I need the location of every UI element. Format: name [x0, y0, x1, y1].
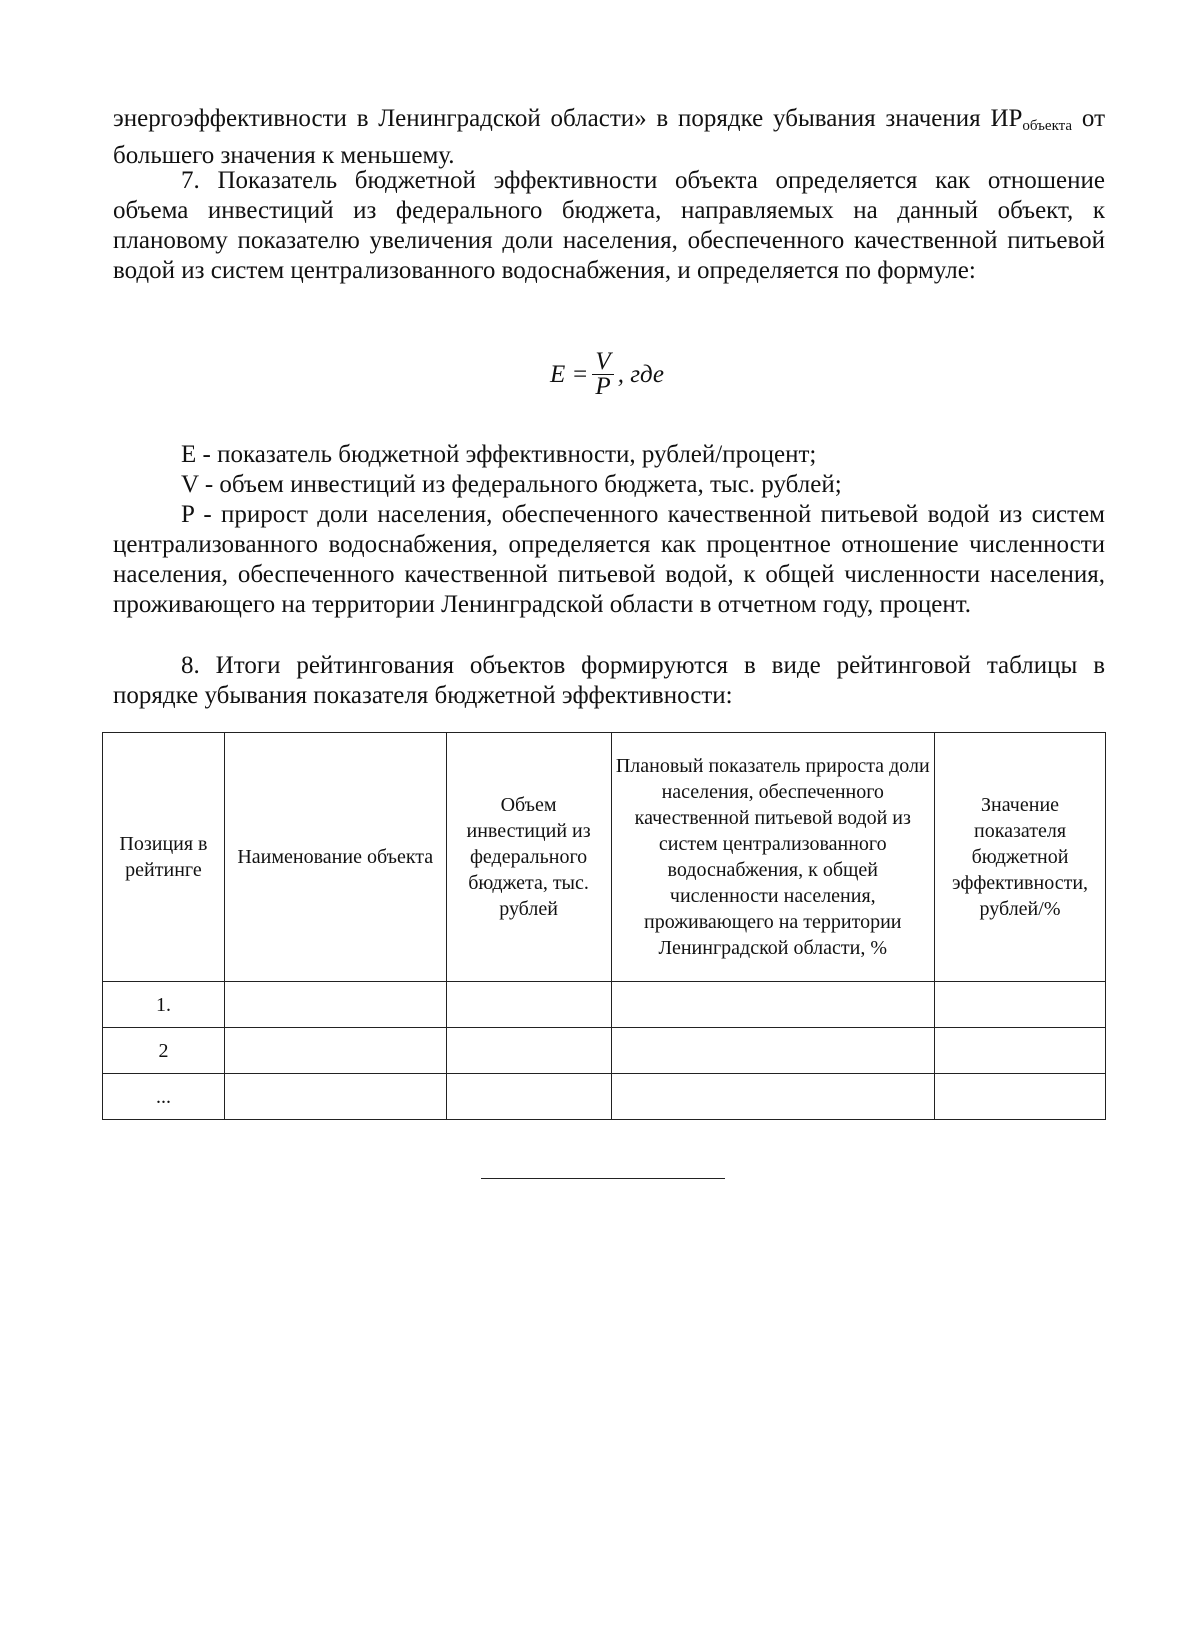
- intro-subscript: объекта: [1022, 118, 1073, 134]
- table-cell: [446, 982, 611, 1028]
- rating-table: [102, 732, 1106, 1120]
- header-efficiency: Значение показателя бюджетной эффективности, рублей/%: [935, 733, 1106, 982]
- table-cell: [935, 982, 1106, 1028]
- table-cell: [611, 1028, 935, 1074]
- formula-fraction: [592, 350, 613, 399]
- header-investment: Объем инвестиций из федерального бюджета, тыс. рублей: [446, 733, 611, 982]
- paragraph-8-text: 8. Итоги рейтингования объектов формируются в виде рейтинговой таблицы в порядке убывания показателя бюджетной эффективности:: [113, 652, 1105, 709]
- table-cell: [224, 982, 446, 1028]
- table-cell: [446, 1074, 611, 1120]
- paragraph-7-text: 7. Показатель бюджетной эффективности объекта определяется как отношение объема инвестиций из федерального бюджета, направляемых на данный объект, к плановому показателю увеличения доли населения, обеспеченного качественной питьевой водой из систем централизованного водоснабжения, и определяется по формуле:: [113, 167, 1105, 284]
- definition-e: E - показатель бюджетной эффективности, рублей/процент;: [181, 441, 817, 468]
- formula: [550, 350, 664, 399]
- definitions: [113, 440, 1105, 620]
- table-cell: [611, 982, 935, 1028]
- paragraph-8: [113, 651, 1105, 711]
- end-separator-line: [481, 1178, 725, 1179]
- definition-v: V - объем инвестиций из федерального бюджета, тыс. рублей;: [181, 471, 842, 498]
- table-cell: 2: [103, 1028, 225, 1074]
- intro-text-after: от большего значения к меньшему.: [113, 105, 1105, 169]
- formula-suffix: , где: [617, 360, 664, 388]
- table-cell: [224, 1028, 446, 1074]
- formula-numerator: V: [592, 350, 613, 375]
- table-row: [103, 1074, 1106, 1120]
- table-cell: [935, 1074, 1106, 1120]
- formula-denominator: P: [595, 373, 611, 400]
- table-cell: ...: [103, 1074, 225, 1120]
- paragraph-intro: [113, 104, 1105, 171]
- header-object-name: Наименование объекта: [224, 733, 446, 982]
- table-cell: [446, 1028, 611, 1074]
- table-cell: 1.: [103, 982, 225, 1028]
- formula-lhs: E =: [550, 360, 589, 388]
- definition-p: P - прирост доли населения, обеспеченного качественной питьевой водой из систем централизованного водоснабжения, определяется как процентное отношение численности населения, обеспеченного качественной питьевой водой, к общей численности населения, проживающего на территории Ленинградской области в отчетном году, процент.: [113, 501, 1105, 618]
- table-row: [103, 982, 1106, 1028]
- intro-text-before: энергоэффективности в Ленинградской области» в порядке убывания значения ИР: [113, 105, 1023, 132]
- table-row: [103, 1028, 1106, 1074]
- table-cell: [224, 1074, 446, 1120]
- table-cell: [611, 1074, 935, 1120]
- header-position: Позиция в рейтинге: [103, 733, 225, 982]
- paragraph-7: [113, 166, 1105, 286]
- header-planned-indicator: Плановый показатель прироста доли населения, обеспеченного качественной питьевой водой из систем централизованного водоснабжения, к общей численности населения, проживающего на территории Ленинградской области, %: [611, 733, 935, 982]
- table-header-row: [103, 733, 1106, 982]
- table-cell: [935, 1028, 1106, 1074]
